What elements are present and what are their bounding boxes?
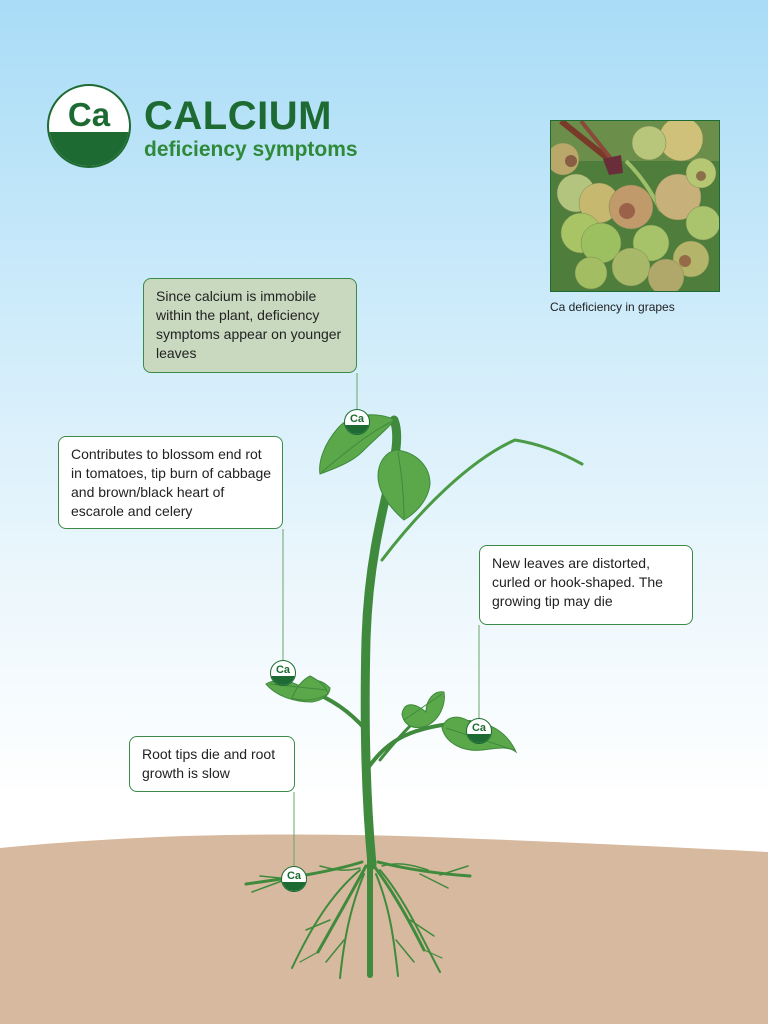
page-subtitle: deficiency symptoms <box>144 138 358 161</box>
badge-symbol: Ca <box>471 722 487 734</box>
badge-band <box>282 882 306 891</box>
ca-badge-right-leaf <box>466 718 492 744</box>
grape-photo <box>550 120 720 292</box>
badge-symbol: Ca <box>286 870 302 882</box>
calcium-logo <box>47 84 131 168</box>
callout-immobile: Since calcium is immobile within the plant, deficiency symptoms appear on younger leaves <box>143 278 357 373</box>
connector-lines <box>283 373 479 866</box>
logo-bottom-band <box>49 132 129 166</box>
badge-band <box>271 676 295 685</box>
callout-root-tips: Root tips die and root growth is slow <box>129 736 295 792</box>
ca-badge-left-leaf <box>270 660 296 686</box>
badge-symbol: Ca <box>349 413 365 425</box>
grape-cluster-image <box>551 121 720 292</box>
logo-symbol: Ca <box>67 96 111 133</box>
badge-symbol: Ca <box>275 664 291 676</box>
callout-blossom-end-rot: Contributes to blossom end rot in tomatoes, tip burn of cabbage and brown/black heart of escarole and celery <box>58 436 283 529</box>
callout-new-leaves: New leaves are distorted, curled or hook-shaped. The growing tip may die <box>479 545 693 625</box>
ca-badge-top-leaf <box>344 409 370 435</box>
ca-badge-roots <box>281 866 307 892</box>
page-title: CALCIUM <box>144 94 332 138</box>
badge-band <box>345 425 369 434</box>
badge-band <box>467 734 491 743</box>
photo-caption: Ca deficiency in grapes <box>550 300 675 314</box>
